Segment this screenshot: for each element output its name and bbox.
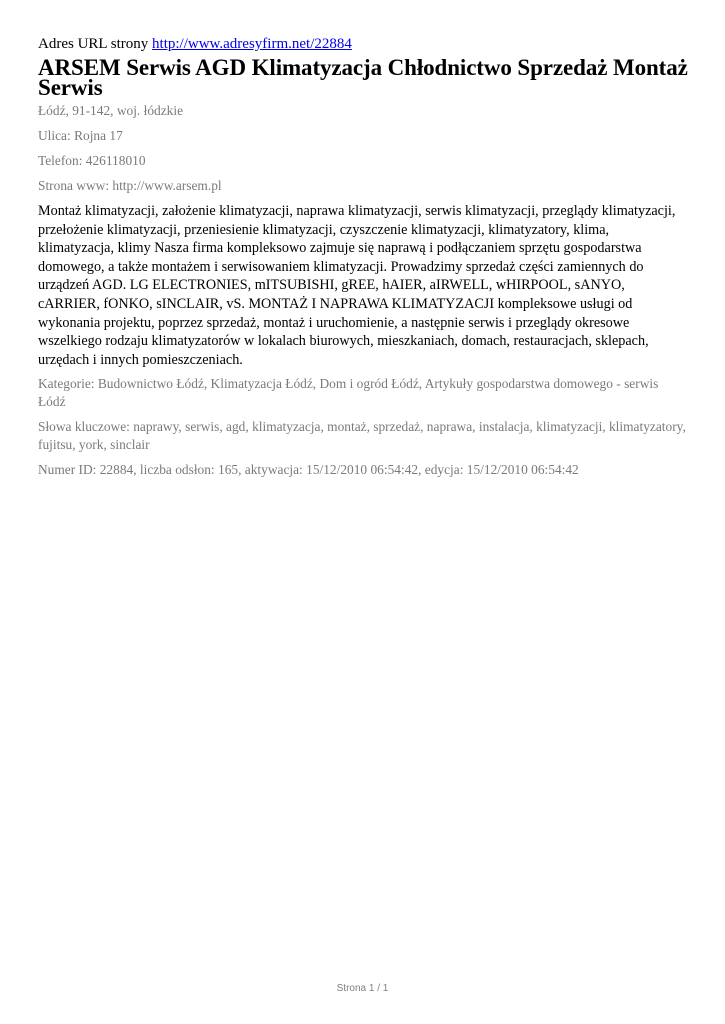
url-link[interactable]: http://www.adresyfirm.net/22884 bbox=[152, 36, 352, 52]
company-location: Łódź, 91-142, woj. łódzkie bbox=[38, 103, 184, 118]
record-info: Numer ID: 22884, liczba odsłon: 165, aktywacja: 15/12/2010 06:54:42, edycja: 15/12/2010 06:54:42 bbox=[38, 462, 579, 478]
url-label: Adres URL strony bbox=[38, 36, 149, 52]
categories: Kategorie: Budownictwo Łódź, Klimatyzacja Łódź, Dom i ogród Łódź, Artykuły gospodarstwa domowego - serwis Łódź bbox=[38, 376, 659, 410]
company-website: Strona www: http://www.arsem.pl bbox=[38, 178, 222, 193]
company-street: Ulica: Rojna 17 bbox=[38, 128, 123, 143]
url-line bbox=[38, 34, 688, 54]
document-page bbox=[38, 34, 688, 486]
company-title: ARSEM Serwis AGD Klimatyzacja Chłodnictwo Sprzedaż Montaż Serwis bbox=[38, 55, 688, 100]
page-footer: Strona 1 / 1 bbox=[336, 983, 389, 994]
company-description: Montaż klimatyzacji, założenie klimatyzacji, naprawa klimatyzacji, serwis klimatyzacji, przeglądy klimatyzacji, przełożenie klimatyzacji, przeniesienie klimatyzacji, czyszczenie klimatyzacji, klimatyzatory, klima, klimatyzacja, klimy Nasza firma kompleksowo zajmuje się naprawą i podłączaniem sprzętu gospodarstwa domowego, a także montażem i serwisowaniem klimatyzacji. Prowadzimy sprzedaż części zamiennych do urządzeń AGD. LG ELECTRONIES, mITSUBISHI, gREE, hAIER, aIRWELL, wHIRPOOL, sANYO, cARRIER, fONKO, sINCLAIR, vS. MONTAŻ I NAPRAWA KLIMATYZACJI kompleksowe usługi od wykonania projektu, poprzez sprzedaż, montaż i uruchomienie, a następnie serwis i przeglądy okresowe wszelkiego rodzaju klimatyzatorów w lokalach biurowych, mieszkaniach, domach, restauracjach, sklepach, urzędach i innych pomieszczeniach. bbox=[38, 203, 676, 368]
company-phone: Telefon: 426118010 bbox=[38, 153, 146, 168]
keywords: Słowa kluczowe: naprawy, serwis, agd, klimatyzacja, montaż, sprzedaż, naprawa, instalacja, klimatyzacji, klimatyzatory, fujitsu, york, sinclair bbox=[38, 419, 686, 453]
